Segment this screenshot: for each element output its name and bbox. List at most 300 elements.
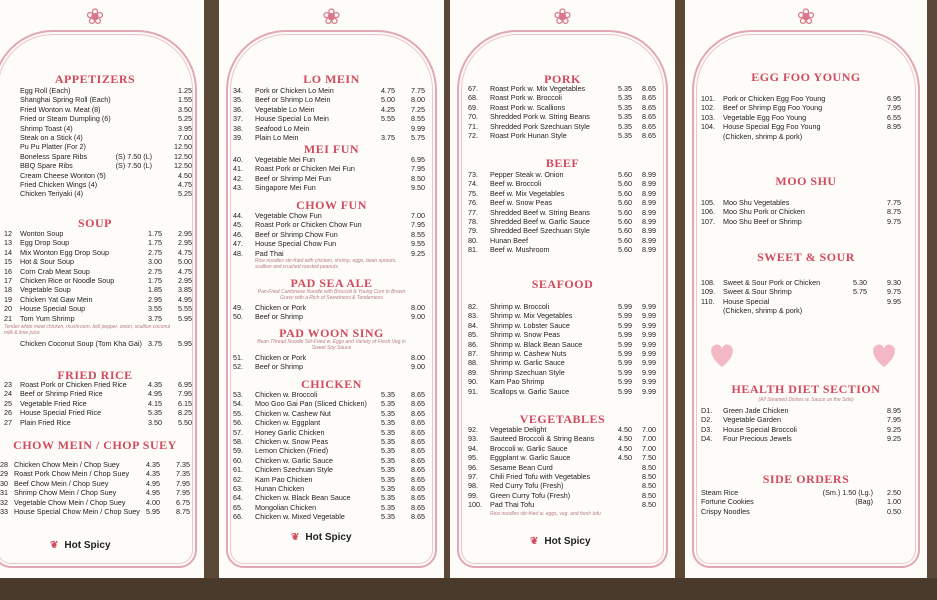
- item-price-small: 5.35: [381, 427, 395, 437]
- item-price-small: 4.50: [618, 425, 632, 434]
- menu-item-row: [233, 362, 425, 371]
- item-number: 55.: [233, 408, 243, 418]
- item-number: 80.: [468, 235, 478, 245]
- item-name: House Special Chow Mein / Chop Suey: [14, 506, 140, 516]
- menu-item-row: [468, 425, 664, 434]
- section-title-fried-rice: FRIED RICE: [57, 368, 133, 382]
- item-price-large: 8.99: [642, 188, 656, 198]
- menu-item-row: [233, 230, 425, 239]
- menu-item-row: [233, 114, 425, 123]
- section-title-mei-fun: MEI FUN: [303, 142, 360, 156]
- item-name: Beef w. Snow Peas: [490, 198, 552, 208]
- menu-item-row: [4, 380, 192, 389]
- appetizers-list: [20, 86, 192, 199]
- item-price-large: 8.65: [411, 465, 425, 475]
- section-title-health-diet: HEALTH DIET SECTION: [731, 382, 881, 396]
- vegetables-list: [468, 425, 664, 510]
- item-number: 104.: [701, 122, 715, 132]
- item-name: House Special Broccoli: [723, 424, 797, 434]
- section-title-side-orders: SIDE ORDERS: [762, 472, 850, 486]
- item-name: Seafood Lo Mein: [255, 123, 310, 133]
- menu-item-row: [701, 113, 901, 122]
- menu-item-row: [701, 406, 901, 415]
- menu-item-row: [468, 358, 664, 367]
- item-name: Shrimp w. Mix Vegetables: [490, 311, 573, 321]
- item-number: 19: [4, 294, 12, 304]
- item-price-large: 8.75: [176, 506, 190, 516]
- item-number: 57.: [233, 427, 243, 437]
- menu-item-row: [468, 226, 664, 235]
- item-number: 90.: [468, 377, 478, 387]
- menu-item-row: [233, 428, 425, 437]
- menu-item-row: [701, 488, 901, 497]
- sweet-sour-list: [701, 278, 901, 316]
- item-price-large: 5.50: [178, 417, 192, 427]
- item-name: (Chicken, shrimp & pork): [723, 131, 803, 141]
- item-price-small: 5.95: [146, 506, 160, 516]
- menu-item-row: [468, 472, 664, 481]
- menu-item-row: [468, 103, 664, 112]
- item-price-large: 7.25: [411, 104, 425, 114]
- menu-item-row: [468, 311, 664, 320]
- item-number: 107.: [701, 216, 715, 226]
- knot-ornament-icon: ❀: [85, 4, 105, 29]
- item-number: 103.: [701, 112, 715, 122]
- menu-item-row: [468, 245, 664, 254]
- lo-mein-list: [233, 86, 425, 142]
- item-name: Sweet & Sour Pork or Chicken: [723, 278, 821, 287]
- item-price-large: 8.99: [642, 170, 656, 179]
- item-number: 41.: [233, 164, 243, 174]
- item-price-large: 9.99: [642, 377, 656, 387]
- item-name: Mix Wonton Egg Drop Soup: [20, 247, 109, 257]
- menu-item-row: [233, 437, 425, 446]
- chow-mein-list: [0, 460, 190, 516]
- item-name: Four Precious Jewels: [723, 434, 792, 444]
- item-price-large: 9.00: [411, 312, 425, 322]
- item-price-large: 8.65: [642, 130, 656, 140]
- item-price-large: 8.50: [642, 490, 656, 500]
- item-number: 24: [4, 389, 12, 399]
- item-number: 45.: [233, 220, 243, 230]
- item-number: 16: [4, 266, 12, 276]
- item-number: 68.: [468, 93, 478, 103]
- item-price-small: 5.60: [618, 188, 632, 198]
- item-number: 34.: [233, 86, 243, 95]
- item-price-small: (Bag): [855, 497, 873, 507]
- item-number: 44.: [233, 211, 243, 220]
- item-name: Steak on a Stick (4): [20, 132, 83, 142]
- item-price-large: 5.25: [178, 114, 192, 124]
- section-title-egg-foo-young: EGG FOO YOUNG: [751, 70, 861, 84]
- item-name: Shredded Beef Szechuan Style: [490, 226, 590, 236]
- item-name: Shrimp w. Lobster Sauce: [490, 320, 570, 330]
- item-price-large: 12.50: [174, 151, 192, 161]
- item-price-large: 8.65: [642, 84, 656, 93]
- item-number: 75.: [468, 188, 478, 198]
- item-price-large: 5.55: [178, 304, 192, 314]
- item-price-small: 4.75: [381, 86, 395, 95]
- item-price-small: 5.35: [618, 102, 632, 112]
- item-number: 52.: [233, 362, 243, 372]
- item-number: 46.: [233, 229, 243, 239]
- item-price-small: 5.35: [381, 493, 395, 503]
- hot-spicy-legend: ❦ Hot Spicy: [50, 540, 111, 551]
- item-price-large: 1.55: [178, 95, 192, 105]
- menu-item-row: [701, 507, 901, 516]
- item-price-small: (Sm.) 1.50 (Lg.): [822, 488, 873, 497]
- chow-fun-list: [233, 211, 425, 258]
- menu-item-row: [20, 114, 192, 123]
- menu-item-row: [468, 198, 664, 207]
- menu-item-row: [233, 409, 425, 418]
- menu-item-row: [233, 446, 425, 455]
- item-name: Vegetable Delight: [490, 425, 547, 434]
- item-price-small: 3.00: [148, 257, 162, 267]
- item-number: 60.: [233, 455, 243, 465]
- menu-item-row: [701, 497, 901, 506]
- chicken-list: [233, 390, 425, 521]
- menu-item-row: [701, 132, 901, 141]
- item-price-large: 8.65: [411, 474, 425, 484]
- item-price-large: 8.50: [642, 462, 656, 472]
- item-price-large: 8.65: [642, 112, 656, 122]
- menu-item-row: [233, 484, 425, 493]
- item-price-small: 1.75: [148, 229, 162, 238]
- item-number: 65.: [233, 502, 243, 512]
- item-price-large: 8.50: [642, 481, 656, 491]
- item-number: 28: [0, 460, 8, 469]
- menu-item-row: [4, 229, 192, 238]
- pad-sea-ale-list: [233, 303, 425, 322]
- item-name: House Special Lo Mein: [255, 114, 329, 124]
- menu-item-row: [4, 418, 192, 427]
- item-number: 110.: [701, 296, 715, 306]
- item-name: Roast Pork w. Broccoli: [490, 93, 562, 103]
- item-price-large: 9.99: [642, 358, 656, 368]
- menu-item-row: [701, 198, 901, 207]
- item-price-large: 9.99: [642, 330, 656, 340]
- menu-item-row: [233, 86, 425, 95]
- item-number: 20: [4, 304, 12, 314]
- item-price-large: 9.99: [642, 348, 656, 358]
- item-price-small: 5.99: [618, 386, 632, 396]
- item-price-small: 1.75: [148, 238, 162, 248]
- item-number: 53.: [233, 390, 243, 399]
- item-name: Beef or Shrimp Egg Foo Young: [723, 103, 823, 113]
- section-title-pork: PORK: [544, 72, 581, 86]
- item-number: 105.: [701, 198, 715, 207]
- chili-icon: ❦: [291, 532, 300, 543]
- item-name: Roast Pork or Chicken Fried Rice: [20, 380, 127, 389]
- item-number: 99.: [468, 490, 478, 500]
- menu-item-row: [4, 248, 192, 257]
- menu-item-row: [233, 312, 425, 321]
- menu-item-row: [468, 93, 664, 102]
- menu-panel-4: [685, 0, 927, 578]
- item-name: Pork or Chicken Egg Foo Young: [723, 94, 826, 103]
- item-price-large: 5.75: [411, 132, 425, 142]
- item-name: Scallops w. Garlic Sauce: [490, 386, 570, 396]
- item-name: House Special Soup: [20, 304, 86, 314]
- item-name: Moo Shu Vegetables: [723, 198, 790, 207]
- menu-panel-2: [219, 0, 444, 578]
- item-number: 36.: [233, 104, 243, 114]
- menu-item-row: [233, 512, 425, 521]
- item-name: Roast Pork Chow Mein / Chop Suey: [14, 469, 130, 479]
- item-price-small: 5.99: [618, 358, 632, 368]
- item-price-large: 7.00: [178, 132, 192, 142]
- knot-ornament-icon: ❀: [322, 4, 341, 29]
- item-number: 12: [4, 229, 12, 238]
- item-name: Chicken Yat Gaw Mein: [20, 294, 93, 304]
- section-title-chow-mein: CHOW MEIN / CHOP SUEY: [13, 438, 177, 452]
- item-name: Roast Pork Hunan Style: [490, 130, 567, 140]
- item-price-large: 0.50: [887, 506, 901, 516]
- item-price-small: 5.60: [618, 235, 632, 245]
- item-name: Chicken Szechuan Style: [255, 465, 333, 475]
- item-price-large: 5.00: [178, 257, 192, 267]
- section-title-appetizers: APPETIZERS: [54, 72, 136, 86]
- item-price-small: 4.35: [146, 460, 160, 469]
- item-price-small: 5.99: [618, 377, 632, 387]
- item-name: Beef w. Mushroom: [490, 245, 550, 255]
- menu-item-row: [233, 475, 425, 484]
- item-price-large: 4.75: [178, 247, 192, 257]
- menu-item-row: [4, 339, 192, 348]
- item-price-small: 4.35: [148, 380, 162, 389]
- item-price-large: 7.95: [176, 488, 190, 498]
- menu-item-row: [468, 112, 664, 121]
- item-price-large: 9.99: [642, 367, 656, 377]
- item-name: Red Curry Tofu (Fresh): [490, 481, 564, 491]
- item-price-large: 8.65: [411, 493, 425, 503]
- menu-item-row: [233, 390, 425, 399]
- item-price-small: 5.35: [618, 112, 632, 122]
- item-number: 62.: [233, 474, 243, 484]
- item-number: 73.: [468, 170, 478, 179]
- item-price-small: 5.35: [381, 446, 395, 456]
- item-price-large: 8.65: [411, 418, 425, 428]
- item-price-large: 8.65: [642, 93, 656, 103]
- item-price-large: 6.55: [887, 112, 901, 122]
- item-name: Moo Shu Pork or Chicken: [723, 207, 805, 217]
- item-price-small: 2.75: [148, 266, 162, 276]
- item-price-large: 9.99: [642, 302, 656, 311]
- item-price-large: 9.75: [887, 216, 901, 226]
- health-diet-list: [701, 406, 901, 444]
- menu-item-row: [468, 302, 664, 311]
- item-name: Green Jade Chicken: [723, 406, 789, 415]
- item-name: Beef or Shrimp Mei Fun: [255, 173, 331, 183]
- item-number: 98.: [468, 481, 478, 491]
- item-price-large: 7.95: [411, 220, 425, 230]
- item-name: Green Curry Tofu (Fresh): [490, 490, 571, 500]
- menu-item-row: [4, 295, 192, 304]
- menu-item-row: [233, 133, 425, 142]
- menu-item-row: [233, 95, 425, 104]
- menu-item-row: [233, 493, 425, 502]
- section-title-lo-mein: LO MEIN: [303, 72, 360, 86]
- item-name: Egg Roll (Each): [20, 86, 71, 95]
- item-number: 86.: [468, 339, 478, 349]
- item-number: 78.: [468, 216, 478, 226]
- item-name: Shrimp w. Cashew Nuts: [490, 348, 567, 358]
- item-price-small: 5.35: [381, 408, 395, 418]
- item-price-small: 3.55: [148, 304, 162, 314]
- section-title-chow-fun: CHOW FUN: [296, 198, 367, 212]
- menu-item-row: [4, 285, 192, 294]
- item-price-small: 4.50: [618, 443, 632, 453]
- item-price-small: 5.99: [618, 320, 632, 330]
- menu-item-row: [468, 170, 664, 179]
- menu-item-row: [701, 287, 901, 296]
- item-number: 95.: [468, 453, 478, 463]
- menu-item-row: [233, 353, 425, 362]
- item-name: Tom Yum Shrimp: [20, 313, 75, 323]
- item-number: 33: [0, 506, 8, 516]
- item-number: 51.: [233, 353, 243, 362]
- item-number: 109.: [701, 287, 715, 297]
- item-price-large: 7.75: [887, 198, 901, 207]
- item-name: Kam Pao Shrimp: [490, 377, 545, 387]
- item-price-large: 9.99: [411, 123, 425, 133]
- item-price-large: 12.50: [174, 161, 192, 171]
- item-price-small: 1.75: [148, 275, 162, 285]
- menu-item-row: [0, 469, 190, 478]
- item-number: 102.: [701, 103, 715, 113]
- pad-woon-sing-list: [233, 353, 425, 372]
- item-number: 93.: [468, 434, 478, 444]
- item-name: Shredded Pork w. String Beans: [490, 112, 590, 122]
- menu-item-row: [468, 208, 664, 217]
- menu-item-row: [468, 453, 664, 462]
- item-price-small: 5.60: [618, 207, 632, 217]
- item-number: 85.: [468, 330, 478, 340]
- item-number: 27: [4, 417, 12, 427]
- section-title-sweet-sour: SWEET & SOUR: [757, 250, 855, 264]
- item-price-small: 5.35: [381, 483, 395, 493]
- item-price-large: 9.25: [411, 248, 425, 258]
- hot-spicy-legend: ❦ Hot Spicy: [291, 532, 352, 543]
- menu-item-row: [4, 389, 192, 398]
- menu-item-row: [20, 161, 192, 170]
- menu-item-row: [468, 330, 664, 339]
- menu-item-row: [20, 86, 192, 95]
- menu-item-row: [468, 377, 664, 386]
- item-price-small: 1.85: [148, 285, 162, 295]
- menu-item-row: [233, 174, 425, 183]
- menu-panel-1: [0, 0, 204, 578]
- menu-item-row: [468, 387, 664, 396]
- item-name: Beef w. Mix Vegetables: [490, 188, 565, 198]
- section-title-chicken: CHICKEN: [301, 377, 362, 391]
- item-number: 18: [4, 285, 12, 295]
- item-price-large: 9.25: [887, 424, 901, 434]
- item-price-small: 5.99: [618, 302, 632, 311]
- item-price-large: 4.50: [178, 170, 192, 180]
- item-price-large: 1.00: [887, 497, 901, 507]
- item-price-small: 5.35: [381, 474, 395, 484]
- menu-item-row: [20, 105, 192, 114]
- item-price-large: 6.15: [178, 398, 192, 408]
- item-name: Hunan Chicken: [255, 483, 305, 493]
- item-price-large: 8.65: [411, 399, 425, 409]
- item-price-large: 7.95: [411, 164, 425, 174]
- heart-icon: [707, 340, 737, 370]
- item-number: 40.: [233, 155, 243, 164]
- menu-item-row: [468, 340, 664, 349]
- item-name: Fortune Cookies: [701, 497, 754, 507]
- item-price-large: 3.95: [178, 123, 192, 133]
- item-price-large: 7.75: [411, 86, 425, 95]
- section-title-seafood: SEAFOOD: [531, 277, 594, 291]
- item-price-large: 9.75: [887, 287, 901, 297]
- menu-item-row: [701, 434, 901, 443]
- item-name: Vegetable Egg Foo Young: [723, 112, 807, 122]
- item-price-large: 8.99: [642, 235, 656, 245]
- menu-item-row: [468, 84, 664, 93]
- item-price-large: 7.00: [642, 434, 656, 444]
- item-name: Plain Fried Rice: [20, 417, 71, 427]
- menu-item-row: [4, 257, 192, 266]
- item-name: Pad Thai: [255, 248, 284, 258]
- item-name: Egg Drop Soup: [20, 238, 70, 248]
- item-price-small: 5.99: [618, 367, 632, 377]
- item-price-small: 5.35: [618, 130, 632, 140]
- item-price-small: 5.35: [148, 408, 162, 418]
- item-name: House Special Chow Fun: [255, 239, 337, 249]
- item-price-large: 2.95: [178, 229, 192, 238]
- item-price-small: 5.60: [618, 226, 632, 236]
- knot-ornament-icon: ❀: [796, 4, 816, 29]
- menu-item-row: [233, 155, 425, 164]
- item-number: 21: [4, 313, 12, 323]
- item-name: Cream Cheese Wonton (5): [20, 170, 106, 180]
- item-price-large: 8.65: [411, 483, 425, 493]
- menu-item-row: [233, 303, 425, 312]
- item-name: Vegetable Soup: [20, 285, 71, 295]
- item-name: Chili Fried Tofu with Vegetables: [490, 471, 591, 481]
- item-price-small: 5.00: [381, 95, 395, 105]
- menu-item-row: [233, 124, 425, 133]
- item-number: D4.: [701, 434, 713, 444]
- item-number: 101.: [701, 94, 715, 103]
- menu-item-row: [468, 179, 664, 188]
- item-price-small: (S) 7.50 (L): [115, 161, 152, 171]
- item-number: 72.: [468, 130, 478, 140]
- item-name: Roast Pork w. Scallions: [490, 102, 566, 112]
- menu-item-row: [233, 164, 425, 173]
- seafood-list: [468, 302, 664, 396]
- item-name: (Chicken, shrimp & pork): [723, 306, 803, 316]
- item-price-small: 4.25: [381, 104, 395, 114]
- item-price-large: 7.00: [411, 211, 425, 220]
- item-price-large: 9.55: [411, 239, 425, 249]
- item-name: Chicken or Pork: [255, 303, 307, 312]
- item-price-small: 5.35: [381, 390, 395, 399]
- item-number: 17: [4, 275, 12, 285]
- item-price-small: 3.75: [148, 339, 162, 348]
- menu-item-row: [701, 207, 901, 216]
- item-name: Beef Chow Mein / Chop Suey: [14, 478, 109, 488]
- item-price-large: 4.95: [178, 294, 192, 304]
- menu-item-row: [4, 399, 192, 408]
- item-price-large: 9.95: [887, 296, 901, 306]
- section-title-moo-shu: MOO SHU: [775, 174, 837, 188]
- item-number: 76.: [468, 198, 478, 208]
- mei-fun-list: [233, 155, 425, 193]
